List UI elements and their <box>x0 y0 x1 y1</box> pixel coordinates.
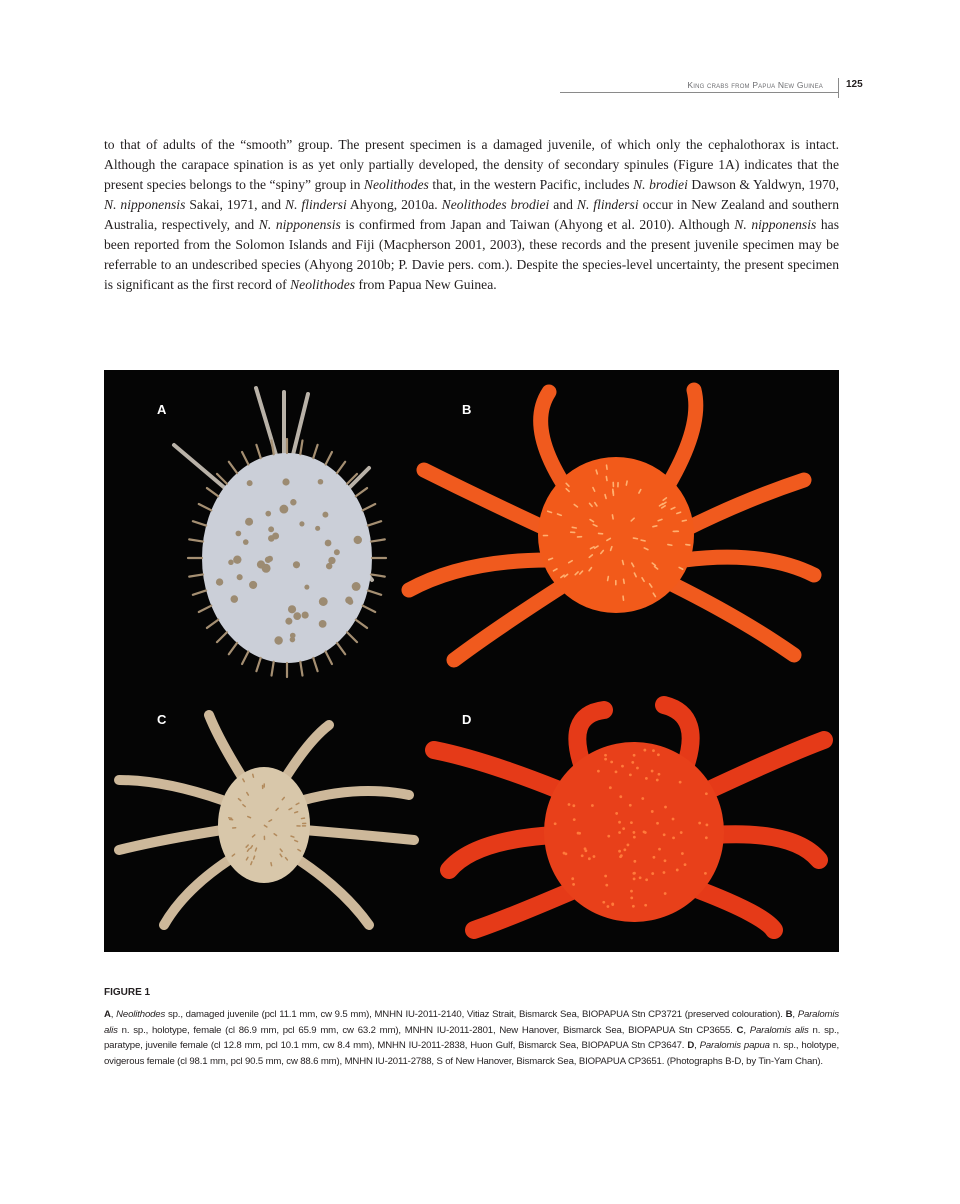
body-paragraph: to that of adults of the “smooth” group. The present specimen is a damaged juvenile, of which only the cephalothorax is intact. Although the carapace spination is as yet only partially developed, the density of secondary spinules (Figure 1A) indicates that the present species belongs to the “spiny” group in Neolithodes that, in the western Pacific, includes N. brodiei Dawson & Yaldwyn, 1970, N. nipponensis Sakai, 1971, and N. flindersi Ahyong, 2010a. Neolithodes brodiei and N. flindersi occur in New Zealand and southern Australia, respectively, and N. nipponensis is confirmed from Japan and Taiwan (Ahyong et al. 2010). Although N. nipponensis has been reported from the Solomon Islands and Fiji (Macpherson 2001, 2003), these records and the present juvenile specimen may be referrable to an undescribed species (Ahyong 2010b; P. Davie pers. com.). Despite the species-level uncertainty, the present specimen is significant as the first record of Neolithodes from Papua New Guinea. <box>104 137 839 292</box>
paralomis-alis-holotype-crab-photo <box>409 390 814 660</box>
page-number: 125 <box>846 79 863 90</box>
paralomis-papua-crab-photo <box>434 705 824 930</box>
panel-letter-d: D <box>462 712 472 727</box>
figure-caption: A, Neolithodes sp., damaged juvenile (pcl 11.1 mm, cw 9.5 mm), MNHN IU-2011-2140, Vitiaz Strait, Bismarck Sea, BIOPAPUA Stn CP3721 (preserved colouration). B, Paralomis alis n. sp., holotype, female (cl 86.9 mm, pcl 65.9 mm, cw 63.2 mm), MNHN IU-2011-2801, New Hanover, Bismarck Sea, BIOPAPUA Stn CP3655. C, Paralomis alis n. sp., paratype, juvenile female (cl 12.8 mm, pcl 10.1 mm, cw 8.4 mm), MNHN IU-2011-2838, Huon Gulf, Bismarck Sea, BIOPAPUA Stn CP3647. D, Paralomis papua n. sp., holotype, ovigerous female (cl 98.1 mm, pcl 90.5 mm, cw 88.6 mm), MNHN IU-2011-2788, S of New Hanover, Bismarck Sea, BIOPAPUA CP3651. (Photographs B-D, by Tin-Yam Chan). <box>104 1009 840 1067</box>
header-rule <box>560 92 838 93</box>
panel-letter-b: B <box>462 402 472 417</box>
panel-letter-a: A <box>157 402 167 417</box>
paralomis-alis-paratype-crab-photo <box>119 712 414 925</box>
running-head: King crabs from Papua New Guinea <box>687 80 823 90</box>
figure-1-photo-plate <box>104 370 839 952</box>
header-rule-vertical <box>838 78 839 98</box>
figure-title: FIGURE 1 <box>104 987 151 998</box>
neolithodes-juvenile-crab-photo <box>157 388 386 677</box>
panel-letter-c: C <box>157 712 167 727</box>
